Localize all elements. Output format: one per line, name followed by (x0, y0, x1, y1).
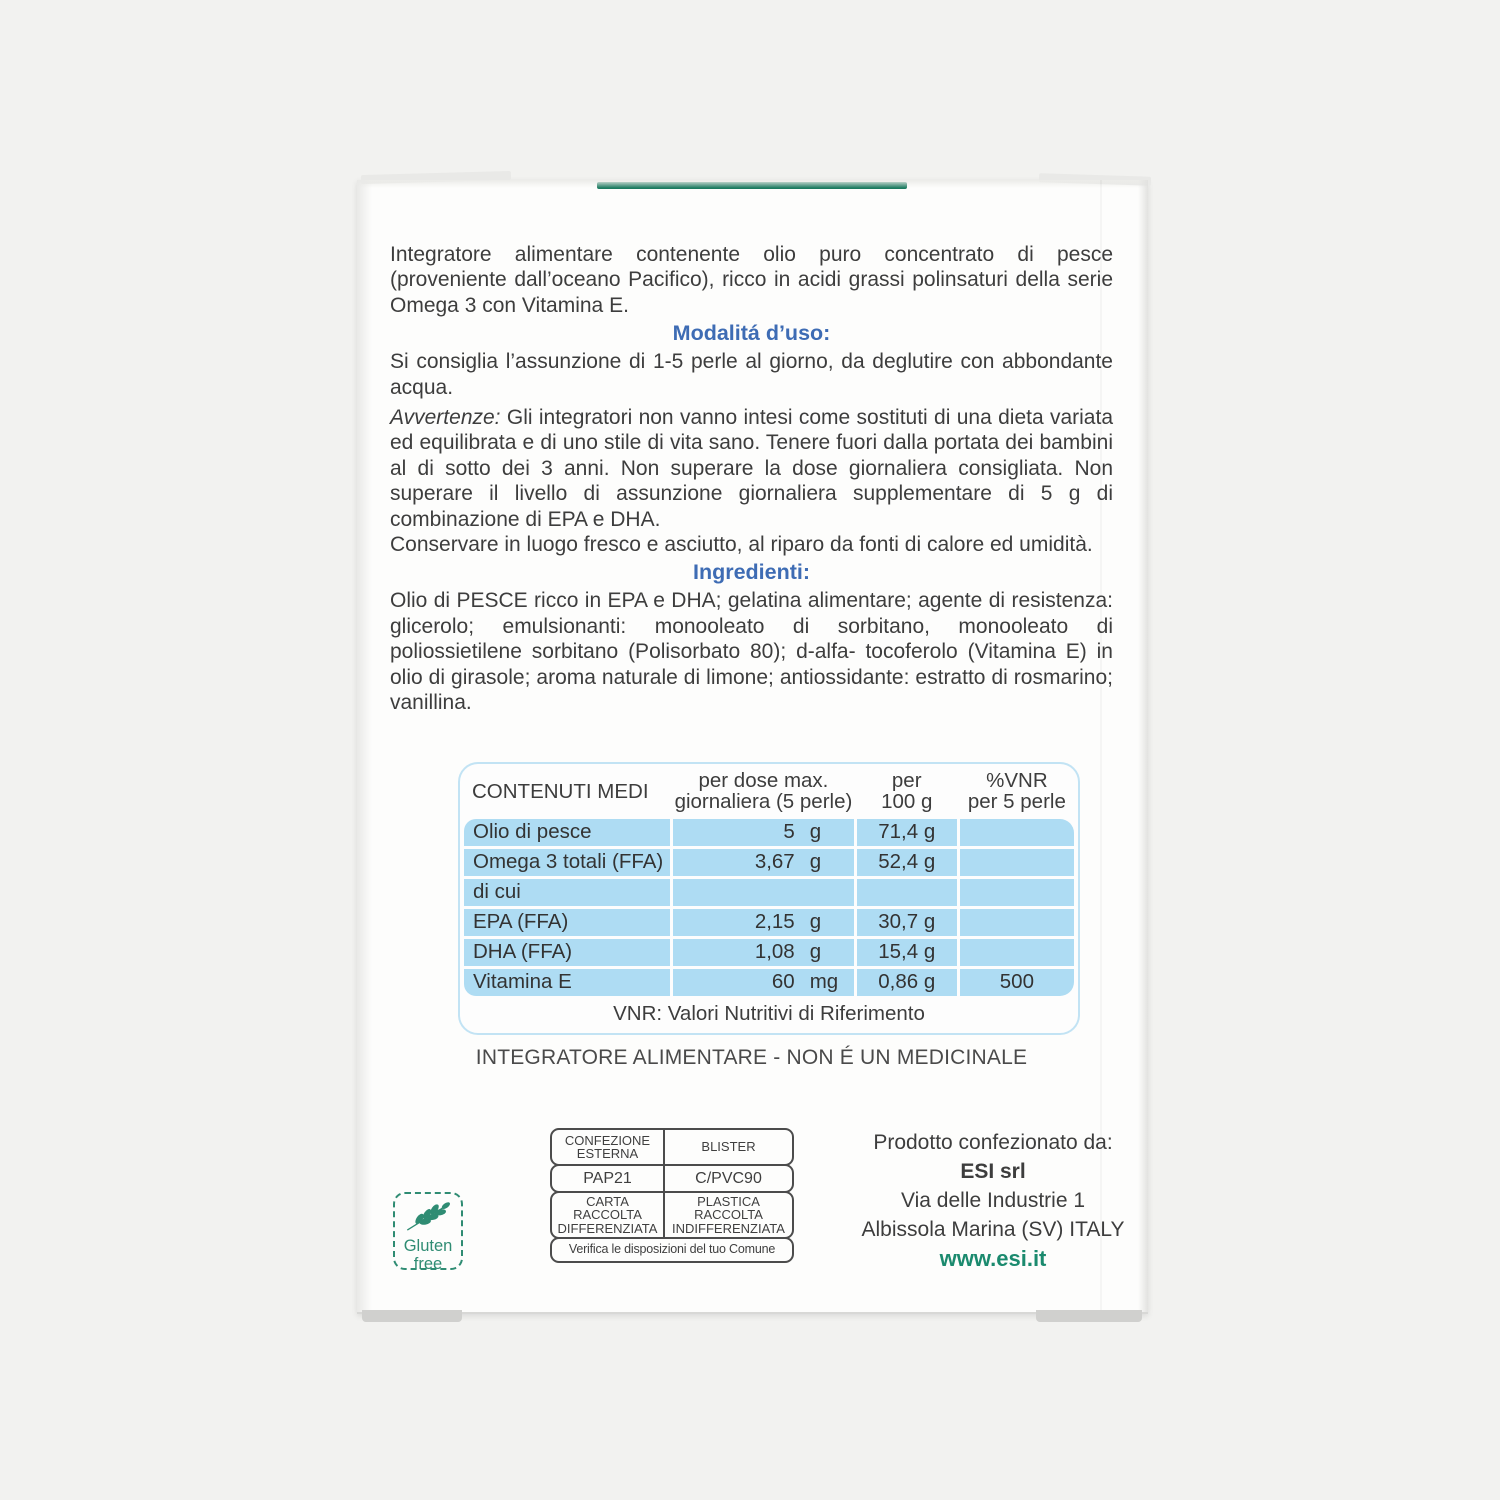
ingredients-heading: Ingredienti: (692, 560, 811, 585)
warnings-paragraph (390, 405, 1113, 532)
nutrition-col-header-per100g: per 100 g (881, 769, 933, 813)
recycling-cell: CARTA RACCOLTA DIFFERENZIATA (557, 1193, 658, 1236)
table-row-dose (673, 879, 854, 906)
recycling-info-table (550, 1128, 794, 1263)
intro-paragraph: Integratore alimentare contenente olio puro concentrato di pesce (proveniente dall’oceano Pacifico), ricco in acidi grassi polinsaturi della serie Omega 3 con Vitamina E. (390, 243, 1113, 317)
recycling-cell: C/PVC90 (663, 1166, 792, 1191)
table-row-dose: 1,08 g (673, 939, 854, 966)
warnings-text: Gli integratori non vanno intesi come sostituti di una dieta variata ed equilibrata e di uno stile di vita sano. Tenere fuori dalla portata dei bambini al di sotto dei 3 anni. Non superare la dose giornaliera consigliata. Non superare il livello di assunzione giornaliera supplementare di 5 g di combinazione di EPA e DHA. (390, 406, 1113, 531)
table-row-vnr (960, 879, 1074, 906)
table-row-vnr (960, 939, 1074, 966)
ingredients-paragraph: Olio di PESCE ricco in EPA e DHA; gelatina alimentare; agente di resistenza: glicerolo; emulsionanti: monooleato di sorbitano, monooleato di poliossietilene sorbitano (Polisorbato 80); d-alfa- tocoferolo (Vitamina E) in olio di girasole; aroma naturale di limone; antiossidante: estratto di rosmarino; vanillina. (390, 589, 1113, 715)
table-row-dose: 60 mg (673, 969, 854, 996)
label-text-column (390, 180, 1113, 1070)
table-row-label: Olio di pesce (464, 819, 670, 846)
table-row-dose: 2,15 g (673, 909, 854, 936)
box-bottom-tab-right (1036, 1310, 1142, 1322)
producer-address-line1: Via delle Industrie 1 (900, 1189, 1086, 1212)
table-row-per100g (857, 879, 957, 906)
producer-website: www.esi.it (939, 1246, 1047, 1271)
recycling-cell: CONFEZIONE ESTERNA (564, 1132, 651, 1161)
table-row-dose: 3,67 g (673, 849, 854, 876)
table-row-label: EPA (FFA) (464, 909, 670, 936)
usage-paragraph: Si consiglia l’assunzione di 1-5 perle al giorno, da deglutire con abbondante acqua. (390, 350, 1113, 399)
recycling-cell: BLISTER (663, 1130, 792, 1164)
table-row-per100g: 15,4 g (857, 939, 957, 966)
table-row-per100g: 52,4 g (857, 849, 957, 876)
table-row-dose: 5 g (673, 819, 854, 846)
wheat-sprig-icon (405, 1200, 451, 1232)
nutrition-col-header-vnr: %VNR per 5 perle (967, 769, 1066, 813)
carton-back-panel (357, 180, 1148, 1314)
producer-block (853, 1128, 1133, 1273)
nutrition-col-header-contents: CONTENUTI MEDI (472, 779, 649, 803)
nutrition-table (458, 762, 1080, 1035)
producer-address-line2: Albissola Marina (SV) ITALY (861, 1218, 1125, 1241)
table-row-label: di cui (464, 879, 670, 906)
table-row-vnr (960, 909, 1074, 936)
table-row-per100g: 71,4 g (857, 819, 957, 846)
gluten-free-badge (393, 1192, 463, 1273)
warnings-label: Avvertenze: (390, 406, 501, 430)
recycling-row-codes (550, 1164, 794, 1193)
table-row-vnr (960, 819, 1074, 846)
recycling-cell: PAP21 (583, 1169, 632, 1187)
box-bottom-tab-left (362, 1310, 462, 1322)
box-edge-right-shadow (1138, 180, 1148, 1312)
nutrition-table-body (464, 819, 1074, 996)
recycling-row-materials (550, 1128, 794, 1166)
table-row-per100g: 0,86 g (857, 969, 957, 996)
producer-name: ESI srl (960, 1160, 1026, 1183)
usage-heading: Modalitá d’uso: (672, 321, 831, 346)
vnr-footnote: VNR: Valori Nutritivi di Riferimento (613, 1002, 925, 1025)
recycling-row-footer (550, 1237, 794, 1263)
box-edge-left-shadow (357, 180, 372, 1312)
table-row-label: Omega 3 totali (FFA) (464, 849, 670, 876)
recycling-cell: PLASTICA RACCOLTA INDIFFERENZIATA (663, 1193, 792, 1237)
nutrition-table-header (464, 764, 1074, 819)
gluten-free-label: Gluten free (403, 1237, 453, 1273)
table-row-vnr: 500 (960, 969, 1074, 996)
producer-heading: Prodotto confezionato da: (873, 1131, 1113, 1154)
table-row-label: DHA (FFA) (464, 939, 670, 966)
nutrition-col-header-dose: per dose max. giornaliera (5 perle) (674, 769, 853, 813)
table-row-label: Vitamina E (464, 969, 670, 996)
recycling-footer-note: Verifica le disposizioni del tuo Comune (568, 1242, 776, 1257)
table-row-vnr (960, 849, 1074, 876)
storage-paragraph: Conservare in luogo fresco e asciutto, al riparo da fonti di calore ed umidità. (390, 533, 1093, 557)
supplement-disclaimer: INTEGRATORE ALIMENTARE - NON É UN MEDICINALE (475, 1045, 1028, 1069)
recycling-row-collection (550, 1191, 794, 1239)
table-row-per100g: 30,7 g (857, 909, 957, 936)
